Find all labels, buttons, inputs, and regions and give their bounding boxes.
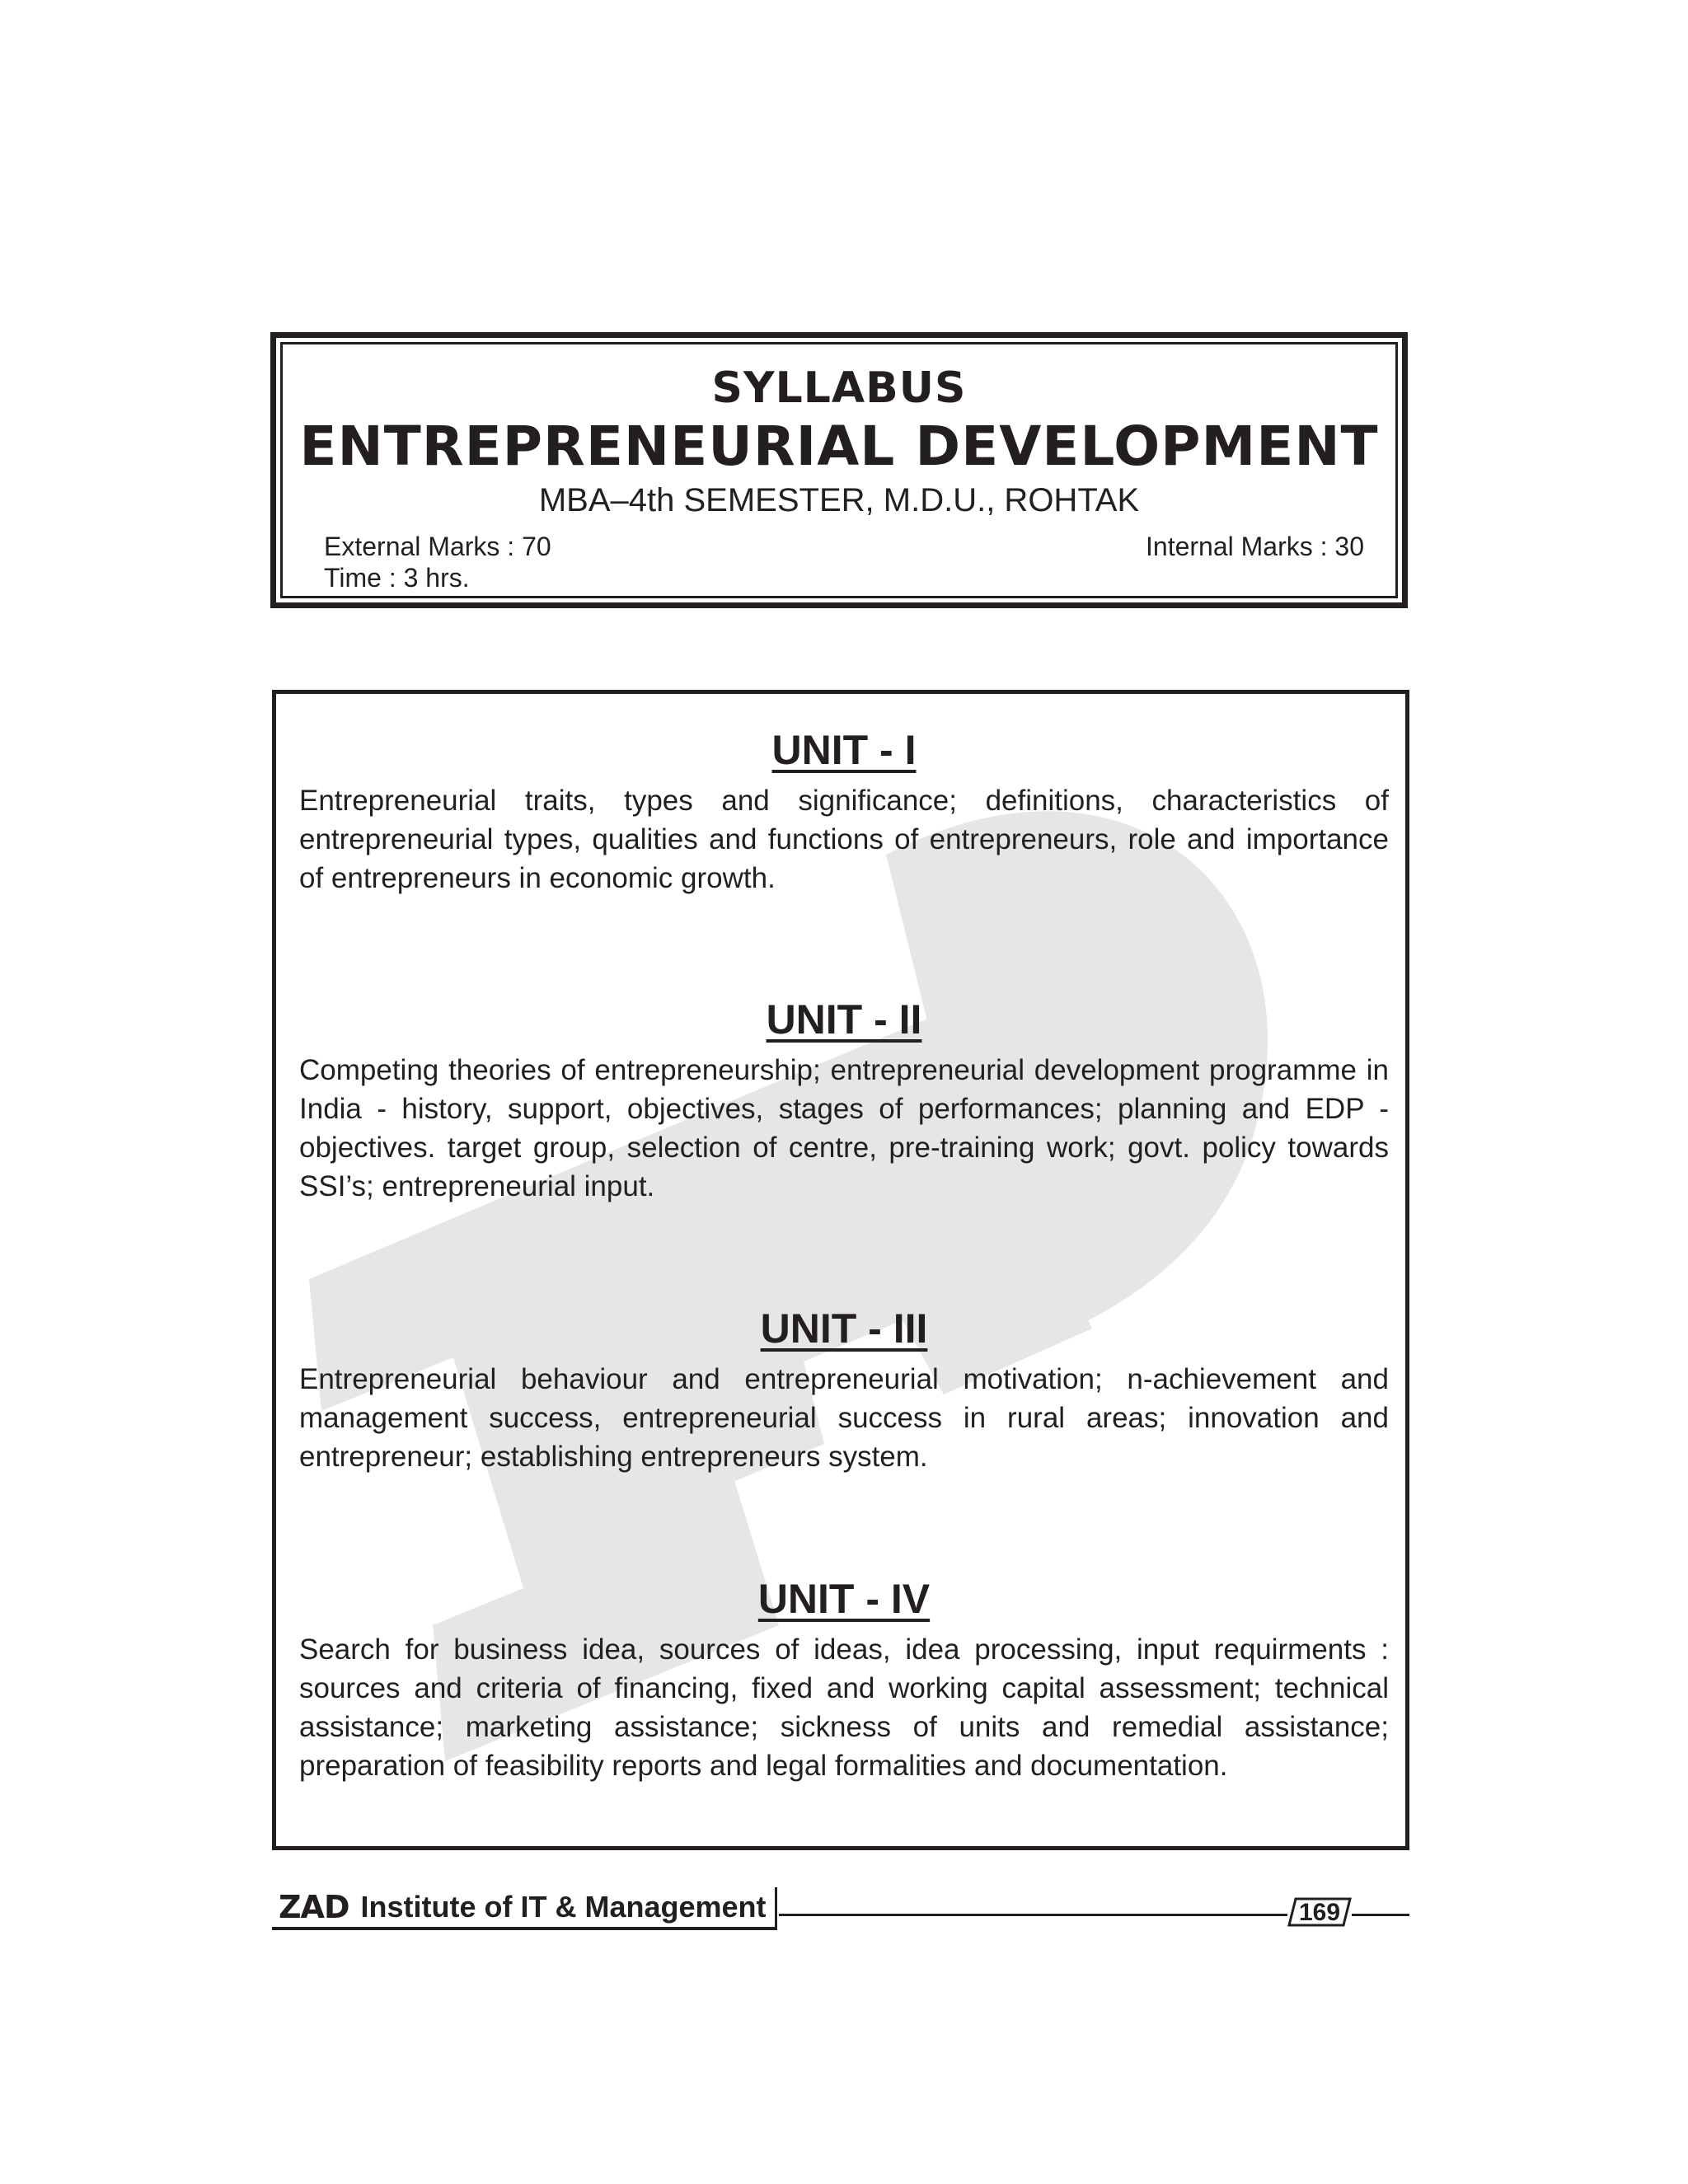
syllabus-header-box	[270, 332, 1408, 608]
zad-logo: ZAD	[279, 1889, 349, 1925]
unit-2-text: Competing theories of entrepreneurship; entrepreneurial development programme in India - history, support, objectives, stages of performances; planning and EDP - objectives. target group, selection of centre, pre-training work; govt. policy towards SSI’s; entrepreneurial input.	[299, 1054, 1389, 1202]
unit-1-text: Entrepreneurial traits, types and significance; definitions, characteristics of entrepreneurial types, qualities and functions of entrepreneurs, role and importance of entrepreneurs in economic growth.	[299, 785, 1389, 894]
page-number: 169	[1298, 1899, 1341, 1926]
unit-2-title: UNIT - II	[766, 996, 922, 1043]
footer-institute-tab	[272, 1887, 777, 1930]
syllabus-header-inner	[280, 342, 1398, 598]
course-line: MBA–4th SEMESTER, M.D.U., ROHTAK	[538, 482, 1140, 518]
unit-4-text: Search for business idea, sources of ideas, idea processing, input requirments : sources and criteria of financing, fixed and working capital assessment; technical assistance; marketing assistance; sickness of units and remedial assistance; preparation of feasibility reports and legal formalities and documentation.	[299, 1633, 1389, 1782]
syllabus-label: SYLLABUS	[711, 363, 967, 413]
unit-3-section	[299, 1304, 1389, 1476]
unit-4-title: UNIT - IV	[757, 1576, 931, 1622]
unit-3-title: UNIT - III	[760, 1305, 928, 1352]
institute-name: Institute of IT & Management	[360, 1890, 767, 1924]
unit-3-text: Entrepreneurial behaviour and entrepreneurial motivation; n-achievement and management success, entrepreneurial success in rural areas; innovation and entrepreneur; establishing entrepreneurs system.	[299, 1363, 1389, 1473]
page-number-box	[1287, 1897, 1352, 1927]
syllabus-content-box	[272, 690, 1409, 1850]
unit-2-section	[299, 995, 1389, 1206]
exam-time: Time : 3 hrs.	[324, 563, 470, 593]
external-marks: External Marks : 70	[324, 532, 551, 561]
unit-4-section	[299, 1574, 1389, 1785]
unit-1-section	[299, 725, 1389, 898]
internal-marks: Internal Marks : 30	[1146, 532, 1364, 561]
subject-title: ENTREPRENEURIAL DEVELOPMENT	[299, 415, 1379, 478]
page-footer	[272, 1887, 1409, 1935]
unit-1-title: UNIT - I	[771, 727, 917, 773]
